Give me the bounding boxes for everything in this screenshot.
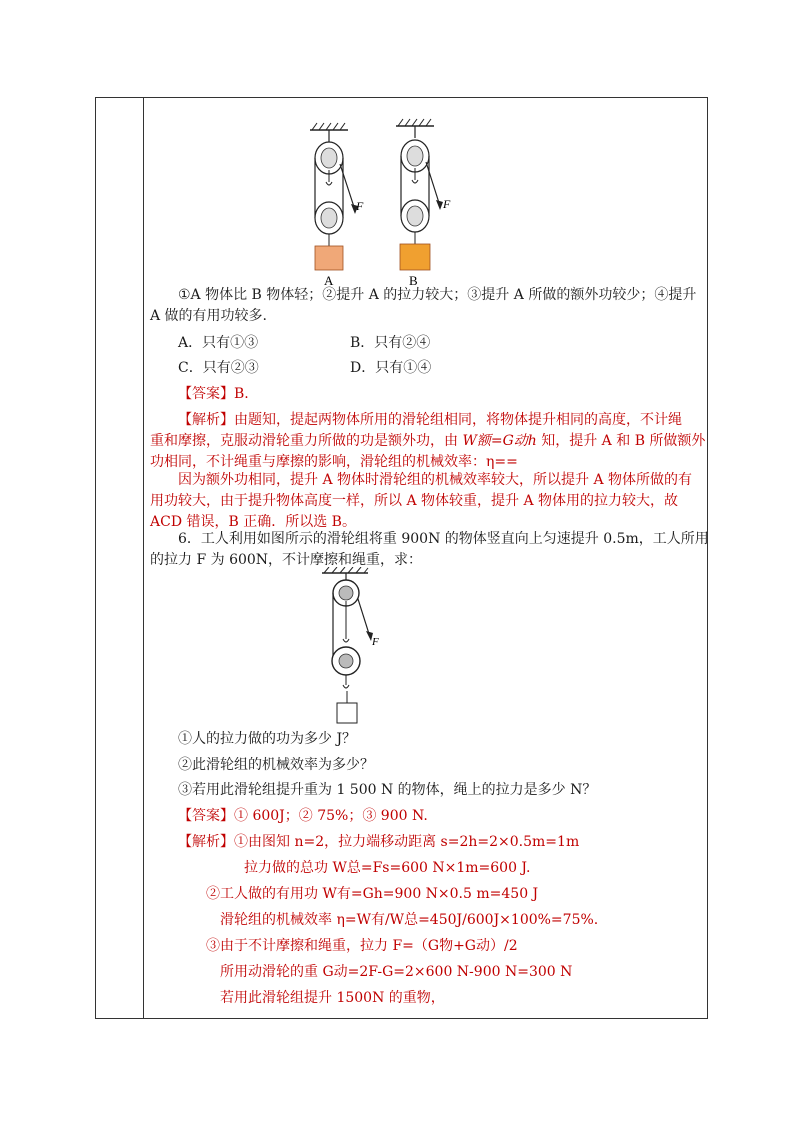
q6-force-label: F xyxy=(372,636,379,648)
q6-analysis-tag: 【解析】 xyxy=(178,834,234,850)
q5-analysis-line5: 用功较大，由于提升物体高度一样，所以 A 物体较重，提升 A 物体用的拉力较大，故 xyxy=(150,493,679,509)
q5-answer xyxy=(178,384,249,404)
q6-analysis-line2: 拉力做的总功 W总=Fs=600 N×1m=600 J. xyxy=(244,860,531,876)
table-column-divider xyxy=(143,98,144,1018)
q5-option-b: B．只有②④ xyxy=(350,335,431,351)
force-label-a: F xyxy=(356,199,364,213)
q6-sub2: ②此滑轮组的机械效率为多少？ xyxy=(178,757,374,773)
q5-option-c: C．只有②③ xyxy=(178,360,259,376)
q5-analysis-line2 xyxy=(150,431,705,451)
q6-analysis-line5: ③由于不计摩擦和绳重，拉力 F=（G物+G动）/2 xyxy=(206,938,518,954)
pulley-system-a xyxy=(310,123,358,270)
q5-statement-line1: ①A 物体比 B 物体轻；②提升 A 的拉力较大；③提升 A 所做的额外功较少；④提升 xyxy=(178,287,697,303)
q5-answer-value: B. xyxy=(234,386,249,402)
q6-analysis-line7: 若用此滑轮组提升 1500N 的重物， xyxy=(220,990,445,1006)
q6-analysis-line1 xyxy=(178,832,579,852)
label-b: B xyxy=(409,273,418,288)
q6-question-line2: 的拉力 F 为 600N，不计摩擦和绳重，求： xyxy=(150,552,423,568)
q5-extra-work-formula: W额=G动h xyxy=(462,433,537,449)
label-a: A xyxy=(324,273,334,288)
q5-analysis-text2b: 知，提升 A 和 B 所做额外 xyxy=(536,433,706,449)
q6-analysis-text1: ①由图知 n=2，拉力端移动距离 s=2h=2×0.5m=1m xyxy=(234,834,580,850)
q6-question-line1: 6．工人利用如图所示的滑轮组将重 900N 的物体竖直向上匀速提升 0.5m，工人所用 xyxy=(178,531,709,547)
q5-option-a: A．只有①③ xyxy=(178,335,259,351)
pulley-figure-ab xyxy=(300,118,470,290)
q6-analysis-line3: ②工人做的有用功 W有=Gh=900 N×0.5 m=450 J xyxy=(206,886,539,902)
q5-analysis-line3: 功相同，不计绳重与摩擦的影响，滑轮组的机械效率：η== xyxy=(150,454,518,470)
q5-analysis-line4: 因为额外功相同，提升 A 物体时滑轮组的机械效率较大，所以提升 A 物体所做的有 xyxy=(178,472,693,488)
pulley-figure-q6 xyxy=(310,567,390,727)
q6-answer-tag: 【答案】 xyxy=(178,808,234,824)
q5-analysis-line1 xyxy=(178,410,682,430)
q6-analysis-line4: 滑轮组的机械效率 η=W有/W总=450J/600J×100%=75%. xyxy=(220,912,599,928)
q6-analysis-line6: 所用动滑轮的重 G动=2F-G=2×600 N-900 N=300 N xyxy=(220,964,573,980)
q6-answer xyxy=(178,806,428,826)
q6-sub3: ③若用此滑轮组提升重为 1 500 N 的物体，绳上的拉力是多少 N？ xyxy=(178,782,597,798)
pulley-system-b xyxy=(396,119,443,270)
q5-answer-tag: 【答案】 xyxy=(178,386,234,402)
force-label-b: F xyxy=(443,197,451,211)
q5-option-d: D．只有①④ xyxy=(350,360,432,376)
q6-answer-value: ① 600J；② 75%；③ 900 N. xyxy=(234,808,428,824)
q5-analysis-tag: 【解析】 xyxy=(178,412,234,428)
q6-sub1: ①人的拉力做的功为多少 J？ xyxy=(178,731,357,747)
q5-analysis-line6: ACD 错误，B 正确．所以选 B。 xyxy=(150,514,356,530)
q5-statement-line2: A 做的有用功较多. xyxy=(150,308,268,324)
q5-analysis-text1: 由题知，提起两物体所用的滑轮组相同，将物体提升相同的高度，不计绳 xyxy=(234,412,682,428)
q5-analysis-text2a: 重和摩擦，克服动滑轮重力所做的功是额外功，由 xyxy=(150,433,463,449)
